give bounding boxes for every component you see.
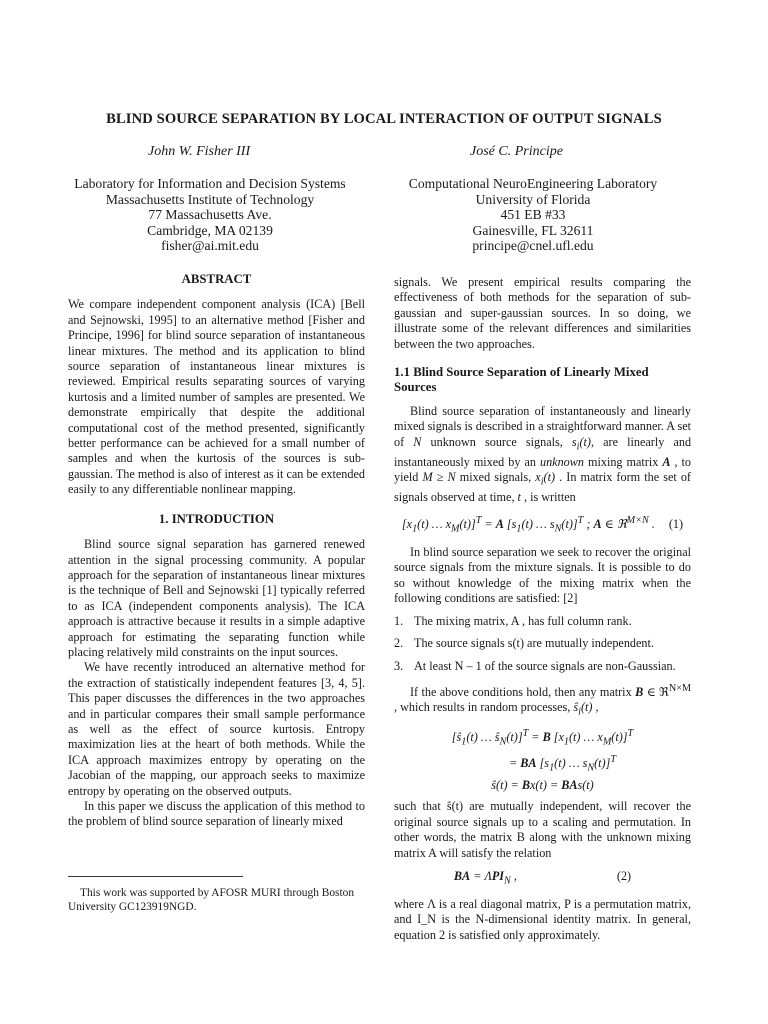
list-item: 1. The mixing matrix, A , has full column rank. [394, 613, 632, 628]
affiliation-line: 451 EB #33 [500, 207, 566, 223]
affiliation-line: Gainesville, FL 32611 [472, 222, 594, 238]
affiliation-line: Cambridge, MA 02139 [147, 222, 273, 238]
right-column [394, 275, 691, 943]
paragraph: In blind source separation we seek to recover the original source signals from the mixture signals. It is possible to do so without knowledge of the mixing matrix when the following conditions are satisfied: [2] [394, 545, 691, 606]
paragraph: signals. We present empirical results comparing the effectiveness of both methods for the separation of sub-gaussian and super-gaussian sources. In so doing, we illustrate some of the relevant differences and similarities between the two approaches. [394, 275, 691, 351]
footnote [68, 886, 368, 914]
affiliation-line: Massachusetts Institute of Technology [105, 191, 315, 207]
section-heading-introduction: 1. INTRODUCTION [158, 511, 275, 526]
footnote-rule [68, 876, 243, 877]
subsection-heading: 1.1 Blind Source Separation of Linearly Mixed Sources [394, 365, 649, 395]
equation-unlabeled-3: ŝ(t) = Bx(t) = BAs(t) [491, 778, 594, 793]
footnote-line: This work was supported by AFOSR MURI through Boston [80, 887, 355, 899]
paragraph: Blind source separation of instantaneously and linearly mixed signals is described in a straightforward manner. A set of N unknown source signals, $s_i(t)$, are linearly and instantaneously mixed by an unknown mixing matrix A , to yield M ≥ N mixed signals, $x_i(t)$ . In matrix form the set of signals observed at time, t , is written [394, 403, 692, 504]
footnote-line: University GC123919NGD. [68, 901, 197, 913]
paragraph: If the above conditions hold, then any matrix B ∈ ℜ$^{N\times M}$ , which results in random processes, $ŝ_i(t)$ , [394, 682, 692, 718]
affiliation-1 [60, 176, 360, 254]
author-email: principe@cnel.ufl.edu [472, 238, 594, 254]
paragraph: We have recently introduced an alternative method for the extraction of statistically independent features [3, 4, 5]. This paper discusses the differences in the two approaches and in particular compares their small sample performance as well as the effect of source kurtosis. Entropy maximization lies at the heart of both methods. While the ICA approach maximizes entropy by operating on the Jacobian of the mapping, our approach seeks to maximize entropy by operating on the observed outputs. [68, 660, 365, 798]
affiliation-line: Laboratory for Information and Decision Systems [74, 176, 346, 191]
affiliation-2 [383, 176, 683, 254]
author-email: fisher@ai.mit.edu [161, 238, 259, 254]
equation-unlabeled-1: [$ŝ_1(t)$ … $ŝ_N(t)]^T = B$ [$x_1(t)$ … $x_M(t)]^T$ [451, 728, 634, 748]
affiliation-line: Computational NeuroEngineering Laboratory [408, 176, 658, 191]
author-name-1: John W. Fisher III [148, 144, 251, 159]
equation-number: (1) [668, 517, 684, 532]
equation-number: (2) [616, 869, 632, 884]
left-column [68, 272, 365, 830]
list-item: 2. The source signals s(t) are mutually independent. [394, 636, 654, 651]
paper-title: BLIND SOURCE SEPARATION BY LOCAL INTERACTION OF OUTPUT SIGNALS [106, 111, 662, 127]
conditions-list [394, 614, 691, 674]
list-item: 3. At least N – 1 of the source signals are non-Gaussian. [394, 658, 676, 673]
paragraph: where Λ is a real diagonal matrix, P is a permutation matrix, and I_N is the N-dimensional identity matrix. In general, equation 2 is satisfied only approximately. [394, 896, 691, 942]
abstract-text: We compare independent component analysis (ICA) [Bell and Sejnowski, 1995] to an alternative method [Fisher and Principe, 1996] for blind source separation of instantaneous linear mixtures. The method and its application to blind source separation of instantaneous linear mixtures is reviewed. Empirical results separating sources of varying kurtosis and a limited number of samples are presented. We demonstrate empirically that despite the additional computational cost of the method presented, significantly better performance can be achieved for a small number of samples and when the kurtosis of the sources is sub-gaussian. The method is also of interest as it can be extended easily to any differentiable nonlinear mapping. [68, 297, 365, 497]
affiliation-line: University of Florida [475, 191, 591, 207]
paragraph: such that ŝ(t) are mutually independent, will recover the original source signals up to a scaling and permutation. In other words, the matrix B along with the unknown mixing matrix A will satisfy the relation [394, 799, 691, 860]
equation-1: [$x_1(t)$ … $x_M(t)]^T = A$ [$s_1(t)$ … $s_N(t)]^T$ ; A ∈ ℜ$^{M\times N}$ . (1) [401, 515, 684, 535]
author-name-2: José C. Principe [470, 144, 563, 159]
equation-unlabeled-2: = BA [$s_1(t)$ … $s_N(t)]^T$ [508, 754, 617, 774]
equation-2: BA = $\Lambda PI_N$ , (2) [453, 869, 632, 887]
paragraph: In this paper we discuss the application of this method to the problem of blind source separation of linearly mixed [68, 799, 365, 829]
affiliation-line: 77 Massachusetts Ave. [148, 207, 272, 223]
abstract-heading: ABSTRACT [181, 272, 252, 286]
paragraph: Blind source signal separation has garnered renewed attention in the signal processing community. A popular approach for the separation of instantaneous linear mixtures is the technique of Bell and Sejnowski [1] typically referred to as ICA (independent components analysis). The ICA approach is attractive because it results in a simple adaptive approach for estimating the separating function while placing relatively mild constraints on the input sources. [68, 537, 365, 659]
